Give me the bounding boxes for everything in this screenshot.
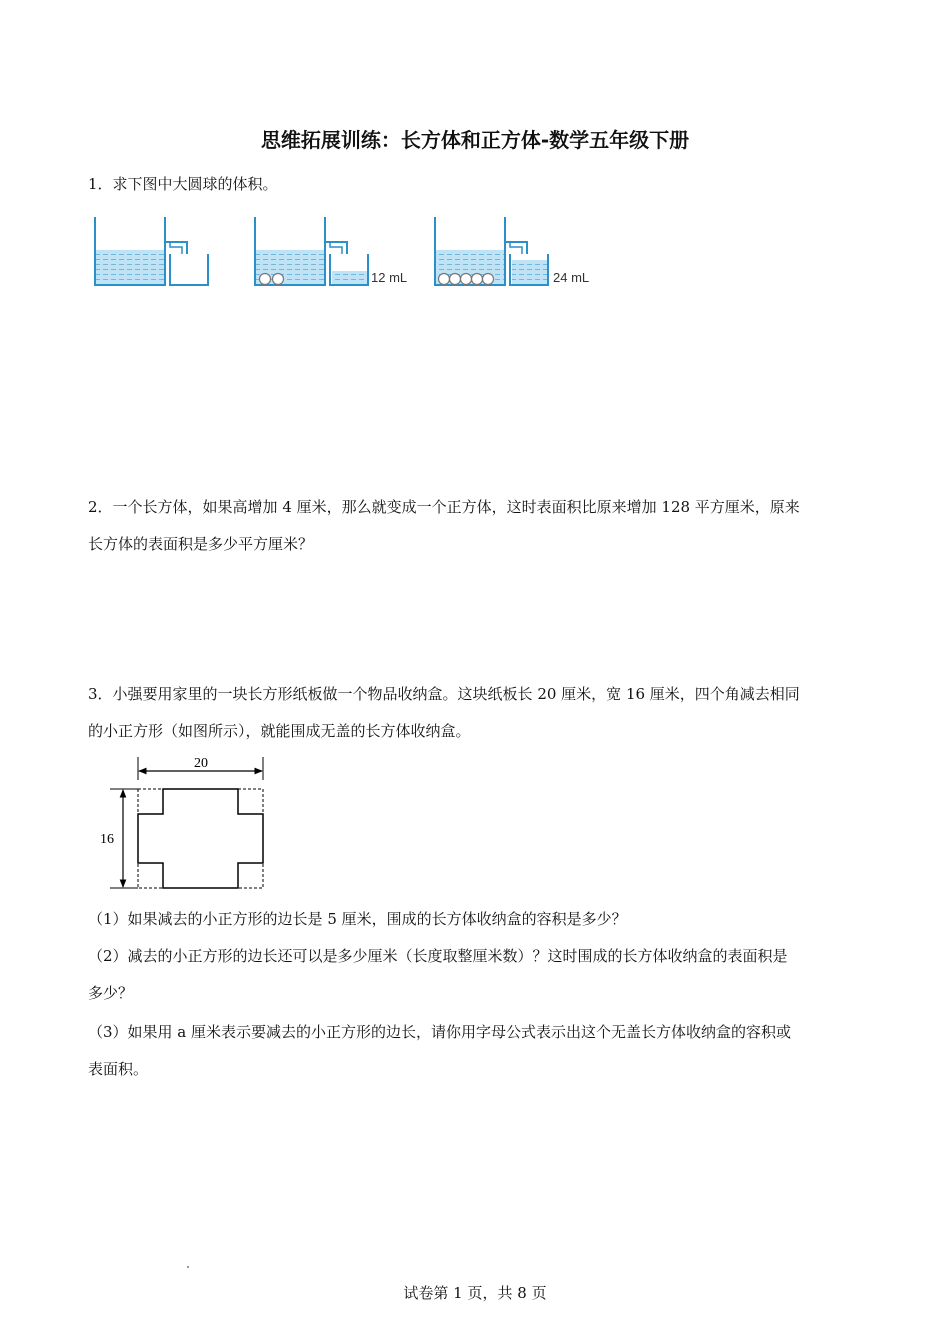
question-3-sub-3-line-2: 表面积。: [88, 1060, 149, 1078]
page-footer: 试卷第 1 页，共 8 页: [403, 1284, 547, 1302]
tank-empty-overflow: [95, 217, 208, 285]
cardboard-diagram: [98, 752, 273, 894]
tank-five-balls: [435, 217, 548, 285]
question-2-line-2: 长方体的表面积是多少平方厘米？: [88, 535, 314, 553]
question-3-sub-2-line-1: （2）减去的小正方形的边长还可以是多少厘米（长度取整厘米数）？这时围成的长方体收纳盒的表面积是: [88, 947, 788, 965]
tank-two-balls: [255, 217, 368, 285]
water-tank-figure: [86, 212, 606, 292]
question-3-sub-2-line-2: 多少？: [88, 984, 134, 1002]
question-3-sub-1: （1）如果减去的小正方形的边长是 5 厘米，围成的长方体收纳盒的容积是多少？: [88, 910, 627, 928]
question-1-text: 1．求下图中大圆球的体积。: [88, 175, 278, 193]
stray-dot: [187, 1266, 189, 1268]
volume-label-12: 12 mL: [371, 270, 408, 285]
question-2-line-1: 2．一个长方体，如果高增加 4 厘米，那么就变成一个正方体，这时表面积比原来增加 128 平方厘米，原来: [88, 498, 800, 516]
width-label: 20: [194, 756, 208, 771]
question-3-sub-3-line-1: （3）如果用 a 厘米表示要减去的小正方形的边长，请你用字母公式表示出这个无盖长方体收纳盒的容积或: [88, 1023, 792, 1041]
page-title: 思维拓展训练：长方体和正方体-数学五年级下册: [260, 128, 690, 152]
question-3-line-1: 3．小强要用家里的一块长方形纸板做一个物品收纳盒。这块纸板长 20 厘米，宽 16 厘米，四个角减去相同: [88, 685, 800, 703]
volume-label-24: 24 mL: [553, 270, 590, 285]
height-label: 16: [100, 832, 114, 847]
question-3-line-2: 的小正方形（如图所示），就能围成无盖的长方体收纳盒。: [88, 722, 471, 740]
